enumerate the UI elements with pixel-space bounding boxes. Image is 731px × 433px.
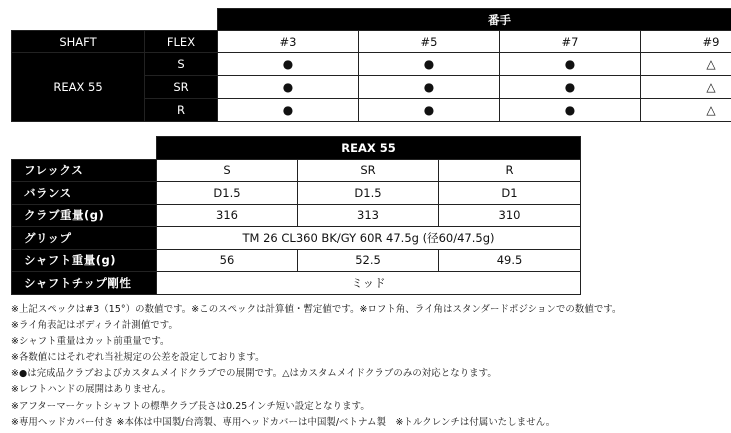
availability-mark: △ [641, 76, 731, 99]
note-line: ※アフターマーケットシャフトの標準クラブ長さは0.25インチ短い設定となります。 [11, 400, 370, 412]
availability-mark: ● [218, 53, 359, 76]
row-label-tip: シャフトチップ剛性 [12, 272, 157, 295]
spec-cell: 52.5 [298, 249, 439, 272]
note-line: ※シャフト重量はカット前重量です。 [11, 336, 170, 348]
spec-cell: 313 [298, 204, 439, 227]
spec-title: REAX 55 [157, 137, 581, 160]
header-flex: FLEX [145, 31, 218, 53]
availability-mark: ● [359, 99, 500, 122]
corner-blank [12, 9, 218, 31]
availability-mark: ● [359, 76, 500, 99]
table-row [12, 272, 581, 295]
note-line: ※ライ角表記はボディライ計測値です。 [11, 320, 178, 332]
corner-blank [12, 137, 157, 160]
table-row [12, 159, 581, 182]
table-row [12, 182, 581, 205]
spec-cell: R [439, 159, 581, 182]
note-line: ※専用ヘッドカバー付き ※本体は中国製/台湾製、専用ヘッドカバーは中国製/ベトナム製 ※トルクレンチは付属いたしません。 [11, 416, 556, 428]
availability-mark: △ [641, 53, 731, 76]
spec-table [11, 136, 581, 295]
spec-cell: D1 [439, 182, 581, 205]
spec-cell: S [157, 159, 298, 182]
availability-mark: ● [218, 99, 359, 122]
availability-mark: ● [359, 53, 500, 76]
availability-table [11, 8, 731, 122]
flex-cell: SR [145, 76, 218, 99]
flex-cell: R [145, 99, 218, 122]
spec-cell: D1.5 [298, 182, 439, 205]
header-club: #7 [500, 31, 641, 53]
header-shaft: SHAFT [12, 31, 145, 53]
spec-cell: D1.5 [157, 182, 298, 205]
header-club: #3 [218, 31, 359, 53]
spec-cell: 49.5 [439, 249, 581, 272]
header-club-number: 番手 [218, 9, 731, 31]
availability-mark: ● [500, 99, 641, 122]
row-label-weight: クラブ重量(g) [12, 204, 157, 227]
note-line: ※各数値にはそれぞれ当社規定の公差を設定しております。 [11, 352, 265, 364]
notes-block [11, 302, 729, 431]
shaft-name-cell: REAX 55 [12, 53, 145, 122]
spec-cell-grip: TM 26 CL360 BK/GY 60R 47.5g (径60/47.5g) [157, 227, 581, 250]
availability-mark: ● [218, 76, 359, 99]
row-label-flex: フレックス [12, 159, 157, 182]
note-line: ※●は完成品クラブおよびカスタムメイドクラブでの展開です。△はカスタムメイドクラブのみの対応となります。 [11, 368, 497, 380]
row-label-shaft-weight: シャフト重量(g) [12, 249, 157, 272]
table-row [12, 249, 581, 272]
row-label-grip: グリップ [12, 227, 157, 250]
spec-cell: 316 [157, 204, 298, 227]
note-line: ※上記スペックは#3（15°）の数値です。※このスペックは計算値・暫定値です。※ロフト角、ライ角はスタンダードポジションでの数値です。 [11, 304, 622, 315]
table-row [12, 53, 731, 76]
spec-cell: 56 [157, 249, 298, 272]
availability-mark: ● [500, 76, 641, 99]
availability-mark: ● [500, 53, 641, 76]
spec-cell-tip: ミッド [157, 272, 581, 295]
header-club: #5 [359, 31, 500, 53]
note-line: ※レフトハンドの展開はありません。 [11, 384, 171, 396]
row-label-balance: バランス [12, 182, 157, 205]
spec-cell: 310 [439, 204, 581, 227]
spec-cell: SR [298, 159, 439, 182]
table-row [12, 204, 581, 227]
table-row [12, 227, 581, 250]
availability-mark: △ [641, 99, 731, 122]
flex-cell: S [145, 53, 218, 76]
header-club: #9 [641, 31, 731, 53]
